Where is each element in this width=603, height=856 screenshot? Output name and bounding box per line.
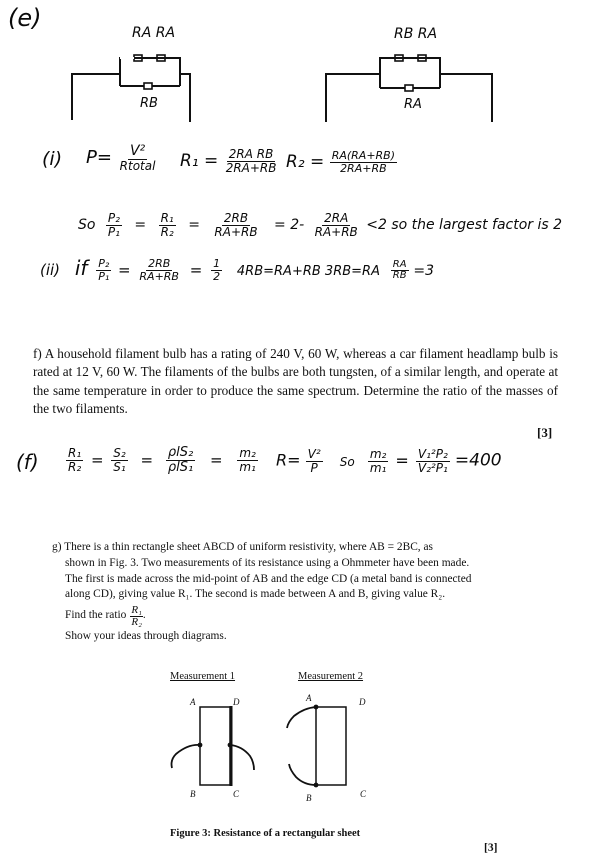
answer-f-label: (f): [16, 450, 39, 474]
measurement-1-label: Measurement 1: [170, 671, 236, 682]
m1-corner-d: D: [233, 697, 240, 707]
line-i-label: (i): [42, 148, 63, 170]
r1-den: 2RA+RB: [225, 160, 277, 175]
af-so: So: [339, 454, 355, 469]
figure-caption-text: Figure 3: Resistance of a rectangular sheet: [170, 828, 361, 839]
so-eq-2: =: [188, 217, 200, 234]
question-f-text: f) A household filament bulb has a rating of 240 V, 60 W, whereas a car filament headlamp bulb is rated at 12 V, 60 W. The filaments of the bulbs are both tungsten, of a similar length, and operate at the same temperature in order to produce the same spectrum. Determine the ratio of the masses of the two filaments.: [33, 346, 558, 417]
af-frac-7-num: V₁²P₂: [417, 447, 448, 461]
af-frac-3-den: ρlS₁: [167, 459, 194, 475]
m1-corner-b: B: [190, 789, 196, 799]
r1-lhs: R₁ =: [180, 151, 219, 172]
ii-frac-2-den: RA+RB: [139, 270, 179, 283]
ii-frac-1-den: P₁: [98, 270, 110, 283]
probe-2-top: [287, 707, 316, 728]
circuit-right-bottom-label: RA: [404, 97, 422, 112]
part-e-label: (e): [8, 4, 42, 32]
question-f-marks: [3]: [537, 425, 553, 440]
power-eq: P=: [86, 147, 112, 169]
ii-frac-4-den: RB: [392, 270, 407, 281]
af-frac-6-den: m₁: [369, 460, 387, 475]
m1-corner-c: C: [233, 789, 240, 799]
probe-2-bottom: [289, 764, 316, 785]
so-frac-2-den: R₂: [160, 224, 174, 239]
m2-corner-d: D: [359, 697, 366, 707]
af-eq-3: =: [209, 450, 223, 469]
so-eq-3: = 2-: [274, 217, 305, 234]
so-eq-1: =: [134, 217, 147, 234]
af-frac-4-den: m₁: [239, 459, 256, 474]
so-frac-4-num: 2RA: [324, 211, 349, 225]
ii-frac-3-den: 2: [213, 270, 221, 283]
figure-3-caption: [170, 828, 360, 839]
ii-eq-2: =: [189, 261, 203, 279]
so-frac-1-den: P₁: [107, 224, 120, 239]
so-word: So: [78, 217, 96, 234]
question-g-line-6: Show your ideas through diagrams.: [65, 630, 227, 643]
m2-corner-c: C: [360, 789, 367, 799]
af-frac-4-num: m₂: [239, 446, 256, 461]
m1-corner-a: A: [190, 697, 196, 707]
largest-factor-note: <2 so the largest factor is 2: [366, 217, 563, 234]
ratio-num: R₁: [131, 603, 142, 616]
sheet-1: [200, 707, 230, 785]
r2-den: 2RA+RB: [340, 161, 387, 175]
af-frac-1-den: R₂: [68, 459, 82, 474]
m2-corner-a: A: [306, 693, 312, 703]
circuit-left-top-labels: RA RA: [132, 25, 176, 41]
af-r-eq: R=: [276, 450, 301, 470]
r2-lhs: R₂ =: [286, 152, 325, 173]
af-frac-2-den: S₁: [113, 459, 126, 474]
r1-num: 2RA RB: [228, 147, 274, 161]
af-frac-2-num: S₂: [113, 446, 126, 461]
af-eq-1: =: [90, 450, 104, 469]
m2-corner-b: B: [306, 793, 312, 803]
af-eq-4: =: [395, 450, 409, 470]
ii-derivation: 4RB=RA+RB 3RB=RA: [236, 264, 380, 279]
so-frac-2-num: R₁: [160, 211, 174, 225]
power-den: Rtotal: [119, 158, 156, 173]
question-g-line-3: The first is made across the mid-point of AB and the edge CD (a metal band is connected: [65, 572, 472, 585]
ii-frac-4-num: RA: [392, 258, 407, 270]
probe-1-right: [230, 745, 254, 770]
ii-frac-2-num: 2RB: [148, 257, 171, 271]
so-frac-3-den: RA+RB: [214, 224, 258, 239]
so-frac-4-den: RA+RB: [314, 224, 358, 239]
ii-eq-1: =: [118, 261, 131, 279]
ii-frac-3-num: 1: [213, 257, 221, 271]
so-frac-3-num: 2RB: [223, 211, 249, 225]
af-frac-5-num: V²: [307, 447, 321, 461]
ii-result: =3: [413, 263, 434, 279]
so-frac-1-num: P₂: [107, 211, 120, 225]
sheet-2: [316, 707, 346, 785]
probe-1-left: [172, 745, 201, 768]
if-word: if: [74, 256, 88, 280]
af-frac-1-num: R₁: [68, 446, 82, 461]
circuit-right-top-labels: RB RA: [394, 26, 438, 42]
question-g-line-1: g) There is a thin rectangle sheet ABCD of uniform resistivity, where AB = 2BC, as: [52, 541, 433, 553]
measurement-2-label: Measurement 2: [298, 671, 364, 682]
line-ii-label: (ii): [40, 261, 61, 279]
af-frac-5-den: P: [310, 460, 318, 475]
question-g-line-5: Find the ratio $\frac{\text{R₁}}{\text{R₂}}$ .: [65, 603, 146, 628]
r2-num: RA(RA+RB): [331, 149, 396, 162]
find-ratio-text: Find the ratio: [65, 609, 127, 622]
question-g-marks: [3]: [484, 842, 498, 854]
power-num: V²: [129, 143, 146, 159]
af-frac-7-den: V₂²P₁: [417, 460, 448, 475]
ratio-den: R₂: [131, 615, 142, 628]
af-frac-3-num: ρlS₂: [167, 445, 194, 460]
circuit-left-bottom-label: RB: [140, 96, 158, 111]
question-g-line-4: along CD), giving value R₁. The second is made between A and B, giving value R₂.: [65, 588, 446, 601]
af-result: =400: [454, 450, 502, 471]
ii-frac-1-num: P₂: [98, 257, 110, 271]
question-g-line-2: shown in Fig. 3. Two measurements of its resistance using a Ohmmeter have been made.: [65, 556, 470, 569]
af-eq-2: =: [140, 450, 154, 469]
af-frac-6-num: m₂: [369, 447, 387, 461]
